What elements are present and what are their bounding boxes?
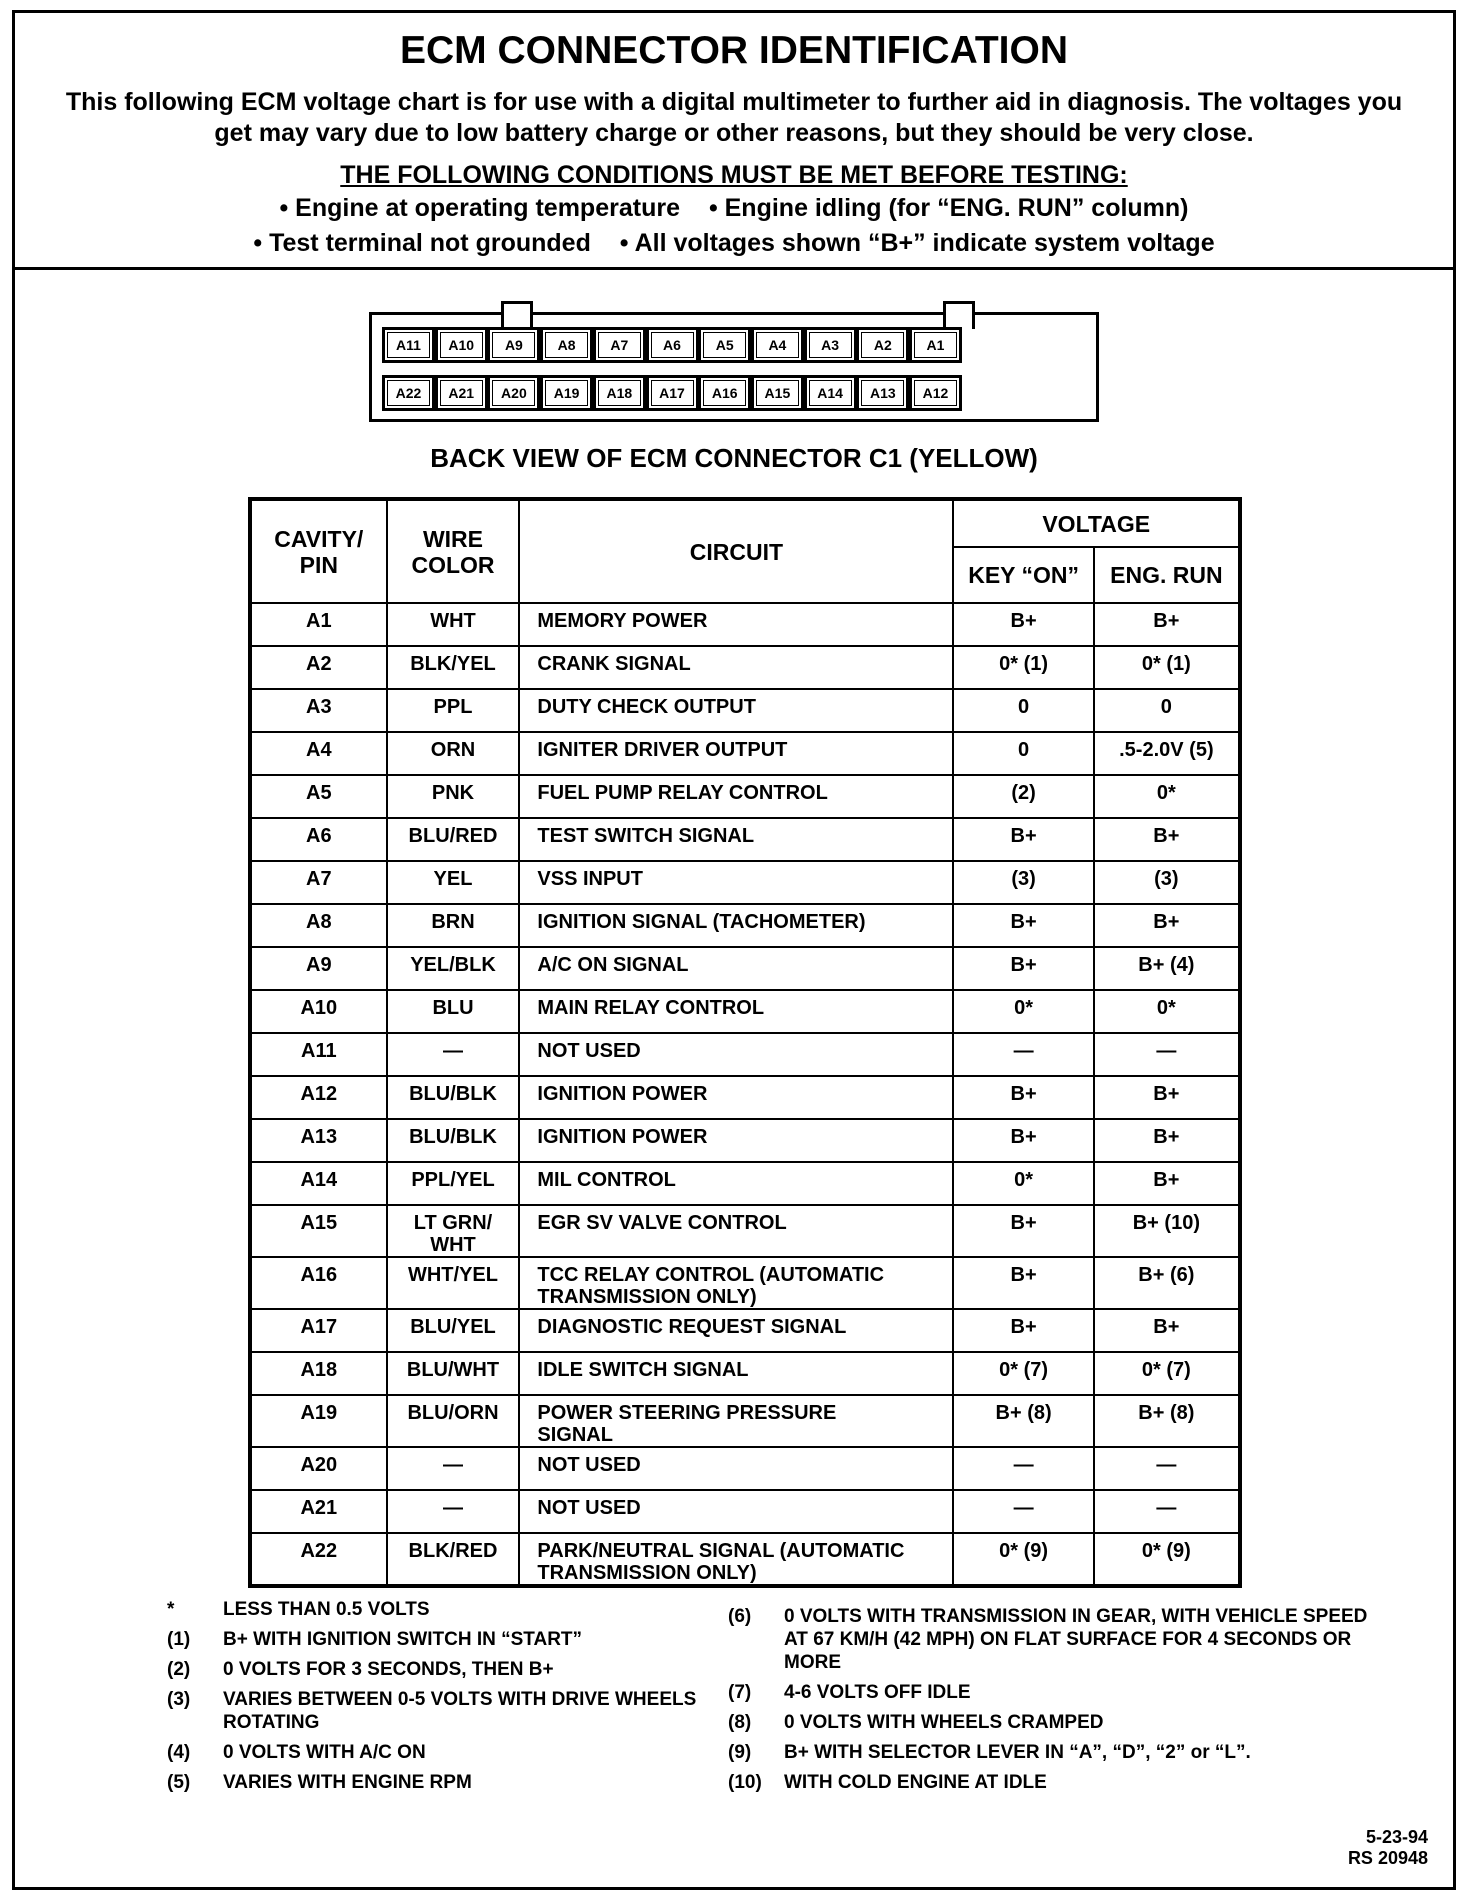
cavity-pin-cell: A9 [250, 947, 387, 990]
circuit-cell: DIAGNOSTIC REQUEST SIGNAL [519, 1309, 953, 1352]
connector-pin: A5 [698, 327, 751, 363]
connector-pin: A13 [856, 375, 909, 411]
eng-run-cell: 0* (9) [1094, 1533, 1240, 1586]
table-row [250, 861, 1240, 904]
eng-run-cell: — [1094, 1447, 1240, 1490]
connector-pin: A14 [804, 375, 857, 411]
footnote-key: (5) [167, 1772, 191, 1793]
wire-color-cell: WHT/YEL [387, 1257, 520, 1309]
key-on-cell: 0 [953, 732, 1093, 775]
connector-latch [943, 301, 975, 329]
key-on-cell: 0* (9) [953, 1533, 1093, 1586]
eng-run-cell: B+ [1094, 1162, 1240, 1205]
table-row [250, 775, 1240, 818]
notes-left [167, 1598, 697, 1801]
eng-run-cell: B+ [1094, 818, 1240, 861]
footnote-text: 0 VOLTS FOR 3 SECONDS, THEN B+ [223, 1659, 554, 1680]
document-page [12, 10, 1456, 1890]
table-row [250, 1205, 1240, 1257]
table-row [250, 1257, 1240, 1309]
cavity-pin-cell: A22 [250, 1533, 387, 1586]
connector-pin: A2 [856, 327, 909, 363]
table-row [250, 990, 1240, 1033]
table-row [250, 1447, 1240, 1490]
cavity-pin-cell: A7 [250, 861, 387, 904]
circuit-cell: PARK/NEUTRAL SIGNAL (AUTOMATIC TRANSMISSION ONLY) [519, 1533, 953, 1586]
connector-caption: BACK VIEW OF ECM CONNECTOR C1 (YELLOW) [430, 443, 1038, 473]
wire-color-cell: BLU/RED [387, 818, 520, 861]
header-voltage: VOLTAGE [953, 499, 1240, 547]
circuit-cell: MAIN RELAY CONTROL [519, 990, 953, 1033]
circuit-cell: NOT USED [519, 1033, 953, 1076]
table-row [250, 1395, 1240, 1447]
table-row [250, 947, 1240, 990]
eng-run-cell: B+ (6) [1094, 1257, 1240, 1309]
wire-color-cell: PPL [387, 689, 520, 732]
wire-color-cell: LT GRN/ WHT [387, 1205, 520, 1257]
eng-run-cell: B+ (10) [1094, 1205, 1240, 1257]
table-row [250, 646, 1240, 689]
wire-color-cell: — [387, 1447, 520, 1490]
cavity-pin-cell: A8 [250, 904, 387, 947]
footnote [728, 1771, 1368, 1794]
cavity-pin-cell: A21 [250, 1490, 387, 1533]
footnote-text: 0 VOLTS WITH TRANSMISSION IN GEAR, WITH VEHICLE SPEED AT 67 KM/H (42 MPH) ON FLAT SURFACE FOR 4 SECONDS OR MORE [784, 1606, 1368, 1673]
cavity-pin-cell: A5 [250, 775, 387, 818]
footnote-text: VARIES WITH ENGINE RPM [223, 1772, 472, 1793]
footnote-key: (3) [167, 1689, 191, 1710]
wire-color-cell: BLU/ORN [387, 1395, 520, 1447]
key-on-cell: 0 [953, 689, 1093, 732]
connector-pin: A6 [646, 327, 699, 363]
connector-pin: A8 [540, 327, 593, 363]
notes-right [728, 1605, 1368, 1801]
connector-pin: A12 [909, 375, 962, 411]
cavity-pin-cell: A4 [250, 732, 387, 775]
key-on-cell: 0* (1) [953, 646, 1093, 689]
condition-item: • Engine idling (for “ENG. RUN” column) [708, 194, 1189, 222]
cavity-pin-cell: A17 [250, 1309, 387, 1352]
footnote-key: (10) [728, 1772, 762, 1793]
key-on-cell: B+ [953, 1119, 1093, 1162]
wire-color-cell: — [387, 1033, 520, 1076]
key-on-cell: 0* [953, 990, 1093, 1033]
circuit-cell: MEMORY POWER [519, 603, 953, 646]
connector-pin: A3 [804, 327, 857, 363]
footer-date: 5-23-94 [1365, 1827, 1428, 1847]
connector-pin: A15 [751, 375, 804, 411]
key-on-cell: — [953, 1447, 1093, 1490]
circuit-cell: VSS INPUT [519, 861, 953, 904]
key-on-cell: (2) [953, 775, 1093, 818]
table-row [250, 603, 1240, 646]
wire-color-cell: BLU/YEL [387, 1309, 520, 1352]
footer-ref [1348, 1827, 1428, 1869]
header-eng-run: ENG. RUN [1094, 547, 1240, 603]
circuit-cell: TCC RELAY CONTROL (AUTOMATIC TRANSMISSION ONLY) [519, 1257, 953, 1309]
cavity-pin-cell: A6 [250, 818, 387, 861]
header-cavity-pin: CAVITY/ PIN [250, 499, 387, 603]
key-on-cell: B+ [953, 1205, 1093, 1257]
circuit-cell: FUEL PUMP RELAY CONTROL [519, 775, 953, 818]
page-title: ECM CONNECTOR IDENTIFICATION [399, 29, 1069, 72]
cavity-pin-cell: A18 [250, 1352, 387, 1395]
key-on-cell: B+ [953, 1309, 1093, 1352]
connector-latch [501, 301, 533, 329]
connector-diagram [369, 312, 1099, 422]
connector-pin: A11 [382, 327, 435, 363]
circuit-cell: A/C ON SIGNAL [519, 947, 953, 990]
cavity-pin-cell: A14 [250, 1162, 387, 1205]
connector-pin: A10 [435, 327, 488, 363]
footnote [167, 1658, 697, 1681]
eng-run-cell: 0* (1) [1094, 646, 1240, 689]
condition-item: • All voltages shown “B+” indicate system voltage [619, 229, 1215, 257]
footnote-key: (7) [728, 1682, 752, 1703]
cavity-pin-cell: A19 [250, 1395, 387, 1447]
eng-run-cell: B+ [1094, 1309, 1240, 1352]
eng-run-cell: B+ (8) [1094, 1395, 1240, 1447]
footnote [167, 1771, 697, 1794]
cavity-pin-cell: A13 [250, 1119, 387, 1162]
key-on-cell: B+ [953, 904, 1093, 947]
footnote [728, 1741, 1368, 1764]
footnote-text: WITH COLD ENGINE AT IDLE [784, 1772, 1047, 1793]
wire-color-cell: ORN [387, 732, 520, 775]
eng-run-cell: B+ [1094, 904, 1240, 947]
footnote [728, 1711, 1368, 1734]
footnote [167, 1598, 697, 1621]
key-on-cell: B+ [953, 603, 1093, 646]
table-row [250, 1033, 1240, 1076]
connector-pin: A22 [382, 375, 435, 411]
key-on-cell: B+ (8) [953, 1395, 1093, 1447]
circuit-cell: IGNITION POWER [519, 1076, 953, 1119]
connector-pin: A1 [909, 327, 962, 363]
table-row [250, 1352, 1240, 1395]
footnote-key: * [167, 1599, 175, 1620]
cavity-pin-cell: A20 [250, 1447, 387, 1490]
wire-color-cell: BLU [387, 990, 520, 1033]
circuit-cell: MIL CONTROL [519, 1162, 953, 1205]
voltage-table [248, 497, 1242, 1588]
connector-pin: A17 [646, 375, 699, 411]
cavity-pin-cell: A12 [250, 1076, 387, 1119]
key-on-cell: 0* (7) [953, 1352, 1093, 1395]
header-key-on: KEY “ON” [953, 547, 1093, 603]
table-row [250, 1533, 1240, 1586]
wire-color-cell: BLK/YEL [387, 646, 520, 689]
eng-run-cell: — [1094, 1033, 1240, 1076]
footnote [167, 1688, 697, 1734]
eng-run-cell: (3) [1094, 861, 1240, 904]
wire-color-cell: BLU/BLK [387, 1076, 520, 1119]
wire-color-cell: WHT [387, 603, 520, 646]
table-row [250, 1076, 1240, 1119]
footnote-key: (6) [728, 1606, 752, 1627]
condition-item: • Engine at operating temperature [279, 194, 680, 222]
table-row [250, 904, 1240, 947]
footnote-text: B+ WITH SELECTOR LEVER IN “A”, “D”, “2” or “L”. [784, 1742, 1251, 1763]
footnote-key: (8) [728, 1712, 752, 1733]
eng-run-cell: .5-2.0V (5) [1094, 732, 1240, 775]
cavity-pin-cell: A1 [250, 603, 387, 646]
eng-run-cell: 0* (7) [1094, 1352, 1240, 1395]
connector-pin: A16 [698, 375, 751, 411]
wire-color-cell: YEL [387, 861, 520, 904]
conditions-heading: THE FOLLOWING CONDITIONS MUST BE MET BEFORE TESTING: [340, 161, 1128, 189]
wire-color-cell: BLU/BLK [387, 1119, 520, 1162]
wire-color-cell: PNK [387, 775, 520, 818]
cavity-pin-cell: A3 [250, 689, 387, 732]
header-section [15, 13, 1453, 270]
key-on-cell: — [953, 1033, 1093, 1076]
header-wire-color: WIRE COLOR [387, 499, 520, 603]
eng-run-cell: B+ (4) [1094, 947, 1240, 990]
eng-run-cell: B+ [1094, 1119, 1240, 1162]
table-row [250, 689, 1240, 732]
table-row [250, 1309, 1240, 1352]
wire-color-cell: YEL/BLK [387, 947, 520, 990]
wire-color-cell: PPL/YEL [387, 1162, 520, 1205]
circuit-cell: EGR SV VALVE CONTROL [519, 1205, 953, 1257]
circuit-cell: NOT USED [519, 1447, 953, 1490]
circuit-cell: IGNITION SIGNAL (TACHOMETER) [519, 904, 953, 947]
wire-color-cell: BLU/WHT [387, 1352, 520, 1395]
footer-code: RS 20948 [1347, 1848, 1428, 1868]
intro-text: This following ECM voltage chart is for use with a digital multimeter to further aid in diagnosis. The voltages you get may vary due to low battery charge or other reasons, but they should be very close. [65, 88, 1403, 147]
wire-color-cell: — [387, 1490, 520, 1533]
table-row [250, 818, 1240, 861]
footnote-key: (2) [167, 1659, 191, 1680]
footnote [728, 1605, 1368, 1674]
header-circuit: CIRCUIT [519, 499, 953, 603]
circuit-cell: NOT USED [519, 1490, 953, 1533]
cavity-pin-cell: A16 [250, 1257, 387, 1309]
footnote-key: (9) [728, 1742, 752, 1763]
footnote-text: 0 VOLTS WITH WHEELS CRAMPED [784, 1712, 1104, 1733]
footnote-text: 4-6 VOLTS OFF IDLE [784, 1682, 971, 1703]
key-on-cell: B+ [953, 1257, 1093, 1309]
circuit-cell: POWER STEERING PRESSURE SIGNAL [519, 1395, 953, 1447]
wire-color-cell: BRN [387, 904, 520, 947]
circuit-cell: DUTY CHECK OUTPUT [519, 689, 953, 732]
footnote-text: VARIES BETWEEN 0-5 VOLTS WITH DRIVE WHEELS ROTATING [223, 1689, 697, 1733]
circuit-cell: IGNITION POWER [519, 1119, 953, 1162]
condition-item: • Test terminal not grounded [253, 229, 591, 257]
connector-pin: A19 [540, 375, 593, 411]
cavity-pin-cell: A2 [250, 646, 387, 689]
eng-run-cell: 0* [1094, 990, 1240, 1033]
footnote-text: LESS THAN 0.5 VOLTS [223, 1599, 430, 1620]
cavity-pin-cell: A11 [250, 1033, 387, 1076]
eng-run-cell: 0 [1094, 689, 1240, 732]
key-on-cell: — [953, 1490, 1093, 1533]
table-row [250, 1490, 1240, 1533]
conditions-line-1 [15, 191, 1453, 226]
footnote-key: (1) [167, 1629, 191, 1650]
footnote-key: (4) [167, 1742, 191, 1763]
footnote-text: B+ WITH IGNITION SWITCH IN “START” [223, 1629, 583, 1650]
eng-run-cell: 0* [1094, 775, 1240, 818]
eng-run-cell: — [1094, 1490, 1240, 1533]
footnote-text: 0 VOLTS WITH A/C ON [223, 1742, 426, 1763]
footnote [728, 1681, 1368, 1704]
circuit-cell: IGNITER DRIVER OUTPUT [519, 732, 953, 775]
connector-pin: A20 [487, 375, 540, 411]
connector-pin: A7 [593, 327, 646, 363]
eng-run-cell: B+ [1094, 603, 1240, 646]
key-on-cell: 0* [953, 1162, 1093, 1205]
key-on-cell: B+ [953, 818, 1093, 861]
connector-pin: A4 [751, 327, 804, 363]
circuit-cell: IDLE SWITCH SIGNAL [519, 1352, 953, 1395]
connector-pin: A9 [487, 327, 540, 363]
wire-color-cell: BLK/RED [387, 1533, 520, 1586]
footnote [167, 1741, 697, 1764]
cavity-pin-cell: A10 [250, 990, 387, 1033]
cavity-pin-cell: A15 [250, 1205, 387, 1257]
key-on-cell: B+ [953, 947, 1093, 990]
conditions-line-2 [15, 226, 1453, 261]
connector-pin: A21 [435, 375, 488, 411]
eng-run-cell: B+ [1094, 1076, 1240, 1119]
connector-pin: A18 [593, 375, 646, 411]
table-row [250, 1119, 1240, 1162]
table-row [250, 1162, 1240, 1205]
circuit-cell: TEST SWITCH SIGNAL [519, 818, 953, 861]
key-on-cell: B+ [953, 1076, 1093, 1119]
circuit-cell: CRANK SIGNAL [519, 646, 953, 689]
table-row [250, 732, 1240, 775]
key-on-cell: (3) [953, 861, 1093, 904]
footnote [167, 1628, 697, 1651]
